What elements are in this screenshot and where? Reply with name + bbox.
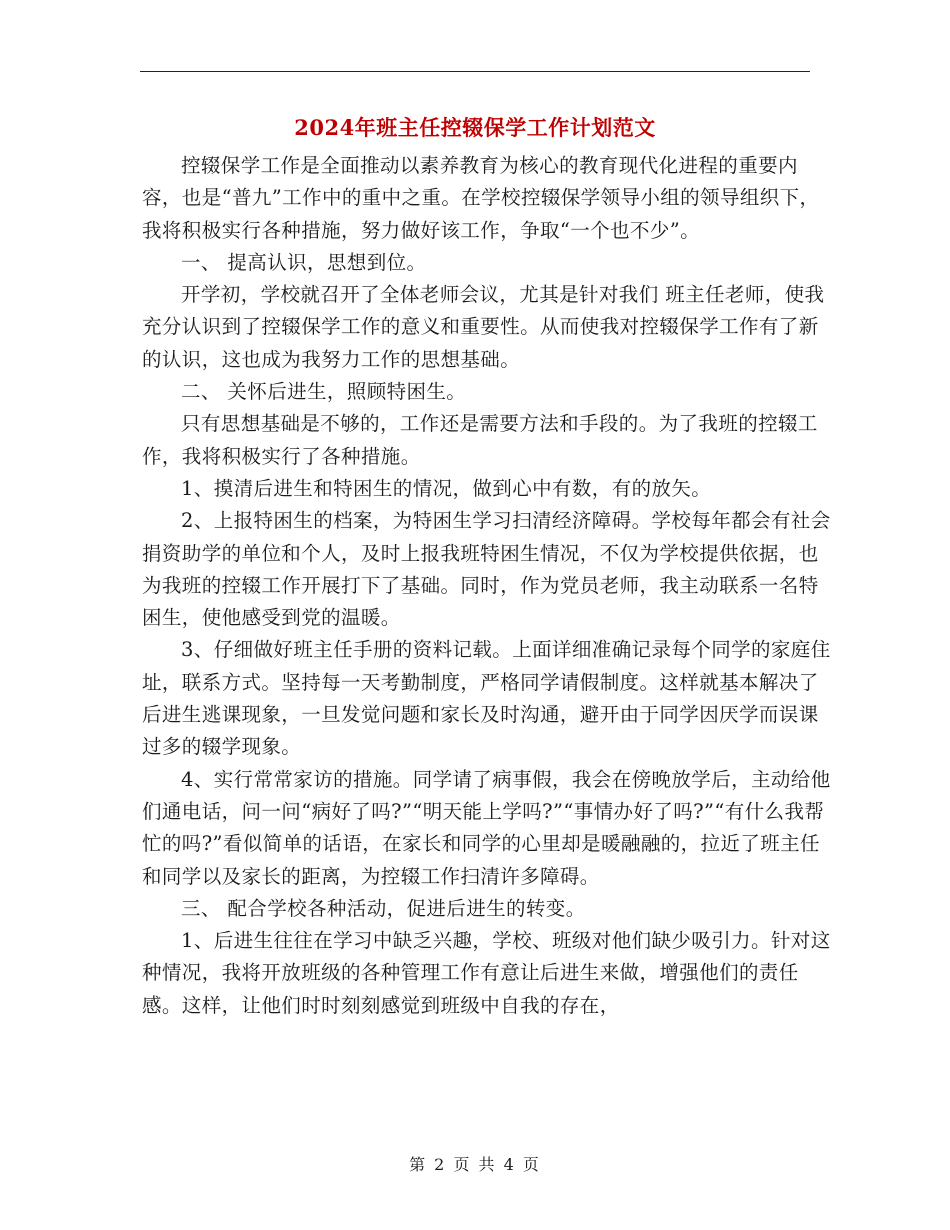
page-number-footer: 第 2 页 共 4 页 (409, 1155, 541, 1174)
list-item: 2、上报特困生的档案，为特困生学习扫清经济障碍。学校每年都会有社会捐资助学的单位和个人，及时上报我班特困生情况，不仅为学校提供依据，也为我班的控辍工作开展打下了基础。同时，作为党员老师，我主动联系一名特困生，使他感受到党的温暖。 (142, 509, 831, 630)
list-item: 3、仔细做好班主任手册的资料记载。上面详细准确记录每个同学的家庭住址，联系方式。坚持每一天考勤制度，严格同学请假制度。这样就基本解决了后进生逃课现象，一旦发觉问题和家长及时沟通，避开由于同学因厌学而误课过多的辍学现象。 (142, 638, 831, 759)
section-heading-3: 三、 配合学校各种活动，促进后进生的转变。 (181, 896, 586, 920)
list-item: 1、摸清后进生和特困生的情况，做到心中有数，有的放矢。 (181, 476, 712, 500)
section-heading-2: 二、 关怀后进生，照顾特困生。 (181, 380, 467, 404)
paragraph: 开学初，学校就召开了全体老师会议，尤其是针对我们 班主任老师，使我充分认识到了控辍保学工作的意义和重要性。从而使我对控辍保学工作有了新的认识，这也成为我努力工作的思想基础。 (142, 283, 825, 371)
list-item: 1、后进生往往在学习中缺乏兴趣，学校、班级对他们缺少吸引力。针对这种情况，我将开放班级的各种管理工作有意让后进生来做，增强他们的责任感。这样，让他们时时刻刻感觉到班级中自我的存在， (142, 929, 831, 1017)
paragraph: 只有思想基础是不够的，工作还是需要方法和手段的。为了我班的控辍工作，我将积极实行了各种措施。 (142, 412, 818, 468)
document-title: 2024年班主任控辍保学工作计划范文 (294, 115, 656, 140)
list-item: 4、实行常常家访的措施。同学请了病事假，我会在傍晚放学后，主动给他们通电话，问一问“病好了吗?”“明天能上学吗?”“事情办好了吗?”“有什么我帮忙的吗?”看似简单的话语，在家长和同学的心里却是暖融融的，拉近了班主任和同学以及家长的距离，为控辍工作扫清许多障碍。 (142, 767, 831, 888)
paragraph-intro: 控辍保学工作是全面推动以素养教育为核心的教育现代化进程的重要内容，也是“普九”工作中的重中之重。在学校控辍保学领导小组的领导组织下，我将积极实行各种措施，努力做好该工作，争取“一个也不少”。 (142, 154, 820, 242)
section-heading-1: 一、 提高认识，思想到位。 (181, 250, 427, 274)
document-body (142, 150, 832, 1022)
header-rule (140, 71, 810, 72)
